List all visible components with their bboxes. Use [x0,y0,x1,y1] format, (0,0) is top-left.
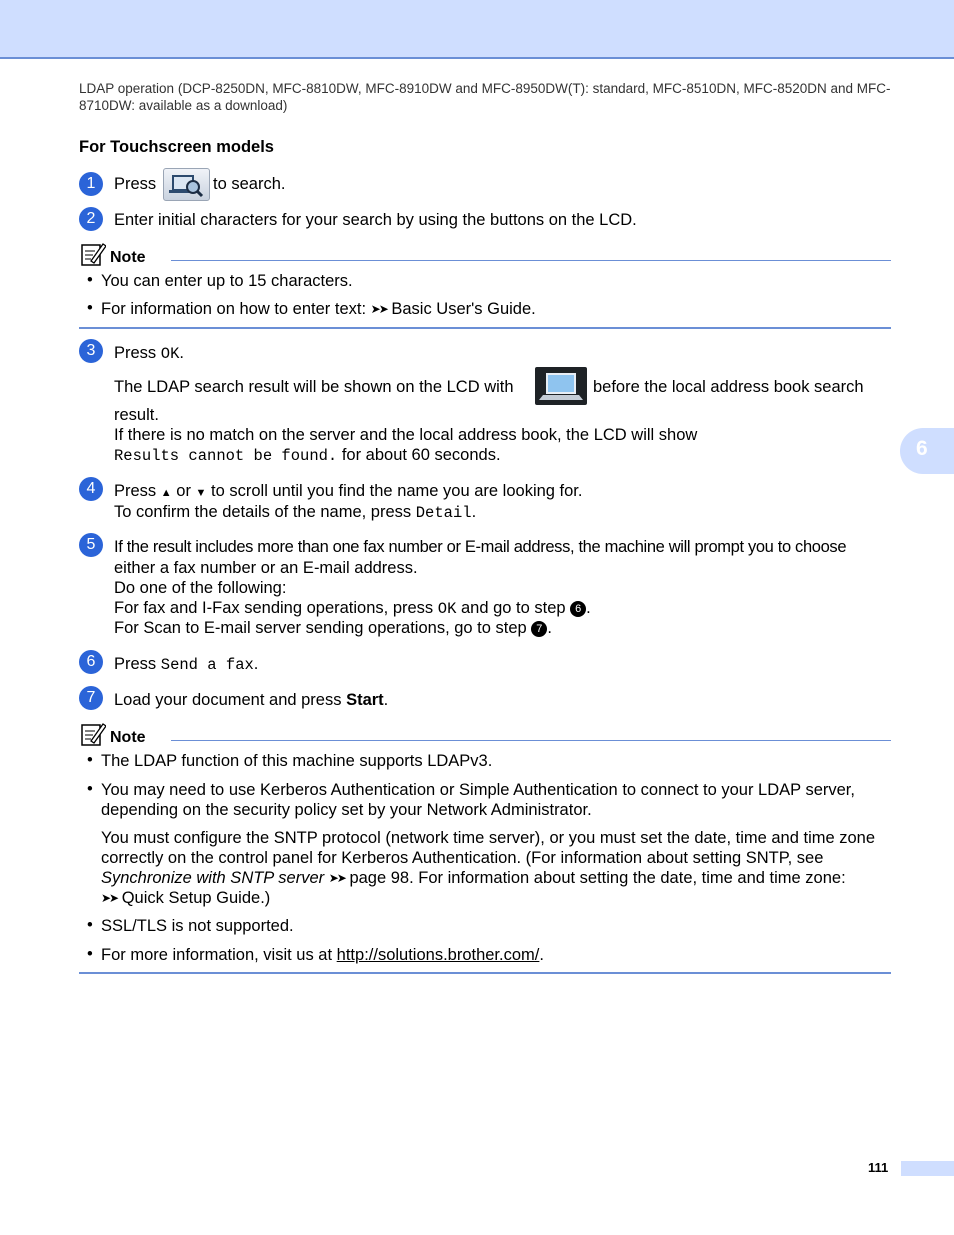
step-6-text: Press Send a fax. [114,655,259,674]
step-3-line-4: If there is no match on the server and the local address book, the LCD will show [114,426,698,444]
note-2-bullet-3: SSL/TLS is not supported. [101,917,294,935]
note-2-para-line-3: Synchronize with SNTP server ➤➤ page 98. For information about setting the date, time and time zone: [101,869,846,887]
note-2-bullet-4: For more information, visit us at http://solutions.brother.com/. [101,946,544,964]
note-1-bullet-1: You can enter up to 15 characters. [101,272,353,290]
step-1-post: to search. [213,175,286,193]
step-3-line-2b: before the local address book search [593,378,864,396]
page-number: 111 [868,1160,889,1175]
note-2-bullet-2-line-1: You may need to use Kerberos Authentication or Simple Authentication to connect to your LDAP server, [101,781,855,799]
note-2-end-rule [79,972,891,974]
magnifier-icon [164,169,209,200]
step-5-line-3: Do one of the following: [114,579,287,597]
step-3-line-2a: The LDAP search result will be shown on the LCD with [114,378,514,396]
note-2-para-line-1: You must configure the SNTP protocol (network time server), or you must set the date, time and time zone [101,829,876,847]
running-header: LDAP operation (DCP-8250DN, MFC-8810DW, MFC-8910DW and MFC-8950DW(T): standard, MFC-8510DN, MFC-8520DN and MFC-8710DW: available as a download) [79,81,891,113]
double-arrow-icon: ➤➤ [328,871,345,885]
note-1-end-rule [79,327,891,329]
note-2-bullet-2-line-2: depending on the security policy set by your Network Administrator. [101,801,592,819]
note-1-bullet-2: For information on how to enter text: ➤➤ Basic User's Guide. [101,300,536,318]
step-4-badge: 4 [79,477,103,501]
note-1-label: Note [110,249,146,266]
step-2-text: Enter initial characters for your search by using the buttons on the LCD. [114,211,637,229]
step-5-line-5: For Scan to E-mail server sending operations, go to step 7 . [114,619,552,637]
note-2-para-line-2: correctly on the control panel for Kerberos Authentication. (For information about setting SNTP, see [101,849,824,867]
step-2-badge: 2 [79,207,103,231]
down-arrow-icon: ▼ [195,487,207,499]
step-1-text: Press [114,175,157,193]
step-5-line-4: For fax and I-Fax sending operations, press OK and go to step 6 . [114,599,591,618]
step-5-line-1: If the result includes more than one fax number or E-mail address, the machine will prompt you to choose [114,538,847,556]
note-2-header [79,721,891,751]
note-2-label: Note [110,729,146,746]
step-7-badge: 7 [79,686,103,710]
step-3-line-5: Results cannot be found. for about 60 seconds. [114,446,501,465]
bullet: • [87,916,93,934]
note-pencil-icon [80,241,106,267]
bullet: • [87,299,93,317]
step-1-badge: 1 [79,172,103,196]
solutions-link[interactable]: http://solutions.brother.com/ [336,946,540,964]
step-ref-6: 6 [570,601,586,617]
note-2-rule [171,740,891,741]
header-band [0,0,954,59]
page-number-bar [901,1161,954,1176]
step-5-line-2: either a fax number or an E-mail address. [114,559,418,577]
double-arrow-icon: ➤➤ [101,891,118,905]
double-arrow-icon: ➤➤ [370,302,387,316]
note-1-header [79,241,891,271]
note-1-rule [171,260,891,261]
step-3-badge: 3 [79,339,103,363]
step-7-text: Load your document and press Start. [114,691,389,709]
step-6-badge: 6 [79,650,103,674]
step-5-badge: 5 [79,533,103,557]
step-3-line-3: result. [114,406,159,424]
note-2-bullet-1: The LDAP function of this machine supports LDAPv3. [101,752,493,770]
note-2-para-line-4: ➤➤ Quick Setup Guide.) [101,889,271,907]
step-4-line-1: Press ▲ or ▼ to scroll until you find the name you are looking for. [114,482,583,500]
bullet: • [87,751,93,769]
search-button[interactable] [163,168,210,201]
bullet: • [87,271,93,289]
lcd-screen-icon [535,367,587,405]
section-title: For Touchscreen models [79,138,274,156]
step-3-line-1: Press OK. [114,344,184,363]
bullet: • [87,945,93,963]
step-4-line-2: To confirm the details of the name, press Detail. [114,503,477,522]
note-pencil-icon [80,721,106,747]
step-ref-7: 7 [531,621,547,637]
up-arrow-icon: ▲ [160,487,172,499]
chapter-tab: 6 [900,428,954,474]
bullet: • [87,780,93,798]
